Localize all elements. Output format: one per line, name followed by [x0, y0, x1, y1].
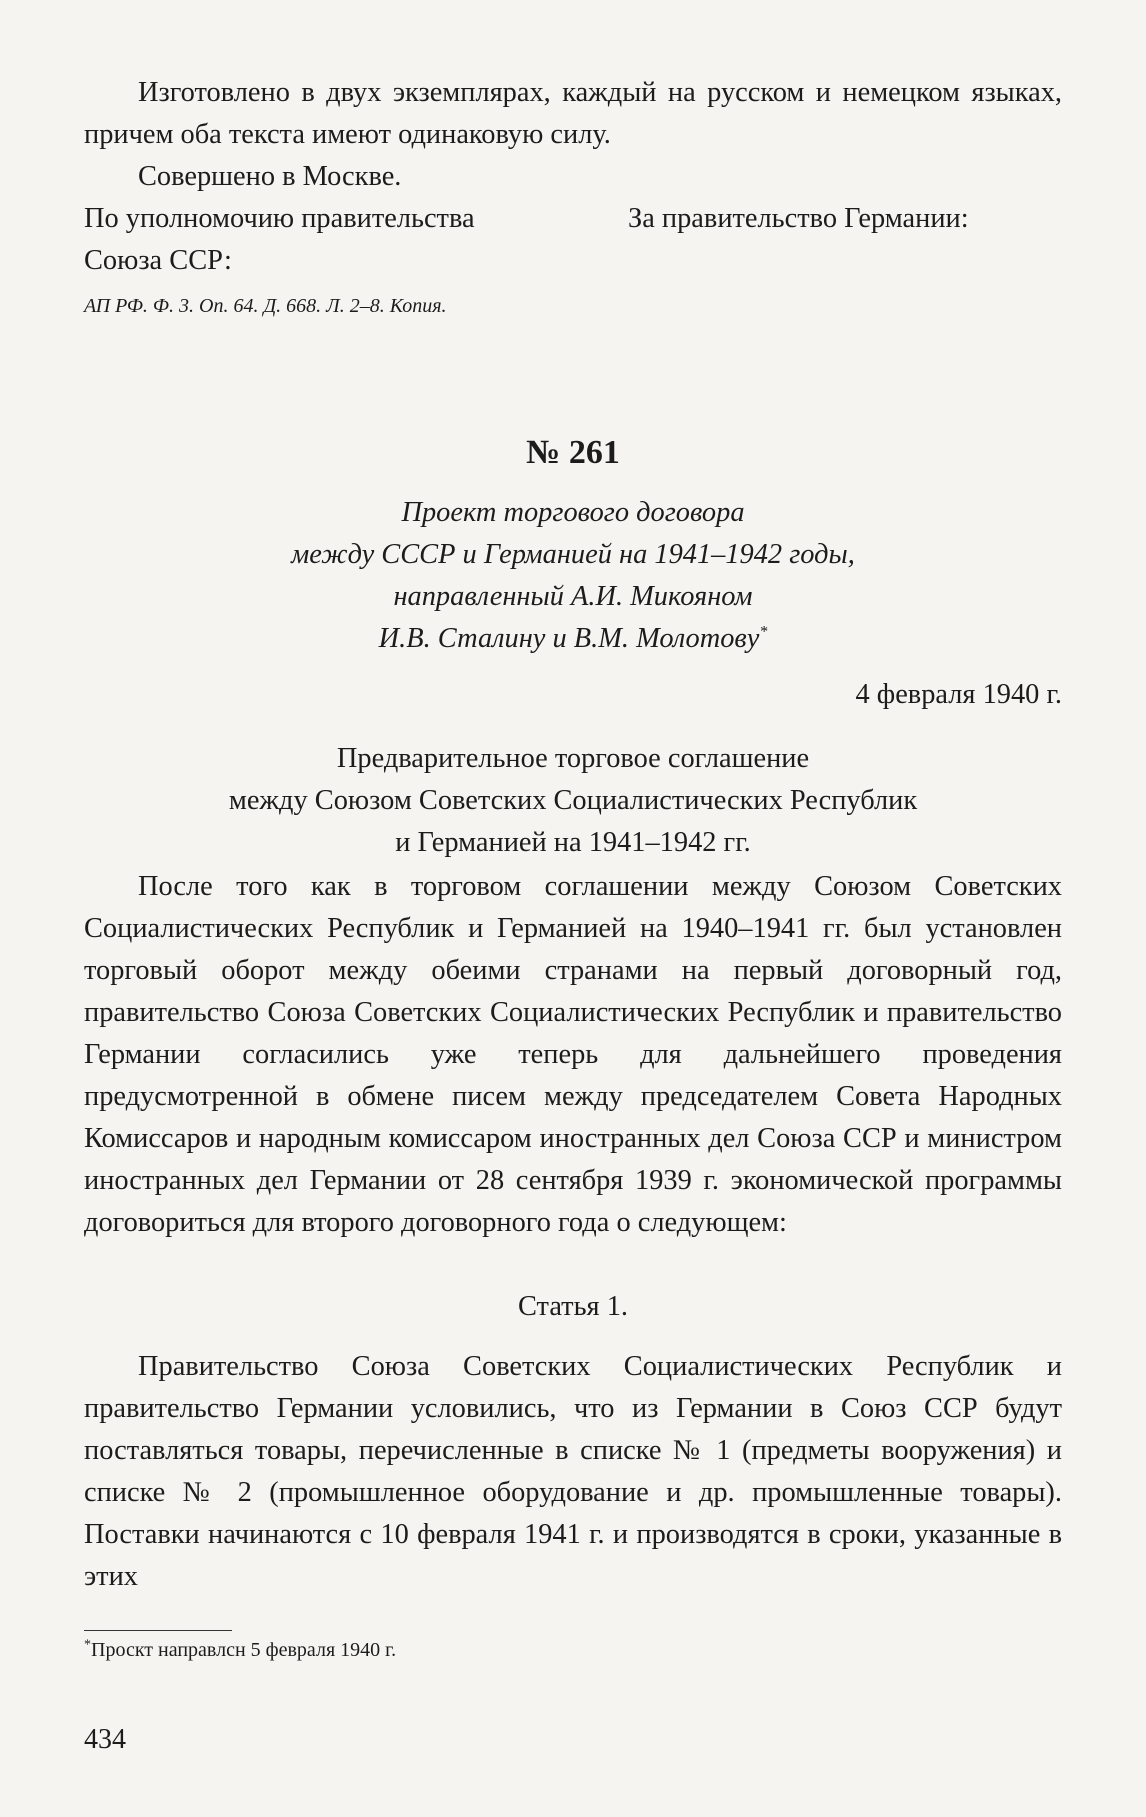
article-1-paragraph: Правительство Союза Советских Социалистических Республик и правительство Германии условились, что из Германии в Союз ССР будут поставляться товары, перечисленные в списке № 1 (предметы вооружения) и списке № 2 (промышленное оборудование и др. промышленные товары). Поставки начинаются с 10 февраля 1941 г. и производятся в сроки, указанные в этих — [84, 1351, 1062, 1592]
page-number: 434 — [84, 1724, 126, 1755]
agreement-heading — [84, 738, 1062, 864]
archive-reference: АП РФ. Ф. 3. Оп. 64. Д. 668. Л. 2–8. Копия. — [84, 295, 447, 317]
done-in-moscow: Совершено в Москве. — [138, 161, 402, 192]
document-title-line4 — [84, 618, 1062, 660]
ussr-signature-block — [84, 198, 604, 282]
document-title — [84, 492, 1062, 660]
preamble-paragraph: После того как в торговом соглашении между Союзом Советских Социалистических Республик и Германией на 1940–1941 гг. был установлен торговый оборот между обеими странами на первый договорный год, правительство Союза Советских Социалистических Республик и правительство Германии согласились уже теперь для дальнейшего проведения предусмотренной в обмене писем между председателем Совета Народных Комиссаров и народным комиссаром иностранных дел Союза ССР и министром иностранных дел Германии от 28 сентября 1939 г. экономической программы договориться для второго договорного года о следующем: — [84, 871, 1062, 1238]
document-title-line4-text: И.В. Сталину и В.М. Молотову — [378, 623, 760, 654]
agreement-heading-line2: между Союзом Советских Социалистических Республик — [228, 785, 918, 816]
document-title-line1: Проект торгового договора — [401, 497, 745, 528]
agreement-heading-line1: Предварительное торговое соглашение — [336, 743, 810, 774]
footnote-mark: * — [84, 1637, 91, 1653]
footnote-text: Проскт направлсн 5 февраля 1940 г. — [91, 1639, 397, 1661]
article-1-title: Статья 1. — [518, 1291, 628, 1322]
footnote — [84, 1636, 396, 1664]
document-title-line2: между СССР и Германией на 1941–1942 годы, — [291, 539, 855, 570]
ussr-signature-line1: По уполномочию правительства — [84, 203, 475, 234]
document-date: 4 февраля 1940 г. — [855, 679, 1062, 710]
made-in-two-copies-paragraph: Изготовлено в двух экземплярах, каждый на русском и немецком языках, причем оба текста имеют одинаковую силу. — [84, 77, 1062, 150]
footnote-divider — [84, 1630, 232, 1631]
germany-signature: За правительство Германии: — [628, 203, 969, 234]
ussr-signature-line2: Союза ССР: — [84, 245, 232, 276]
agreement-heading-line3: и Германией на 1941–1942 гг. — [395, 827, 751, 858]
footnote-marker: * — [759, 623, 768, 641]
document-number: № 261 — [526, 434, 620, 471]
document-title-line3: направленный А.И. Микояном — [393, 581, 753, 612]
